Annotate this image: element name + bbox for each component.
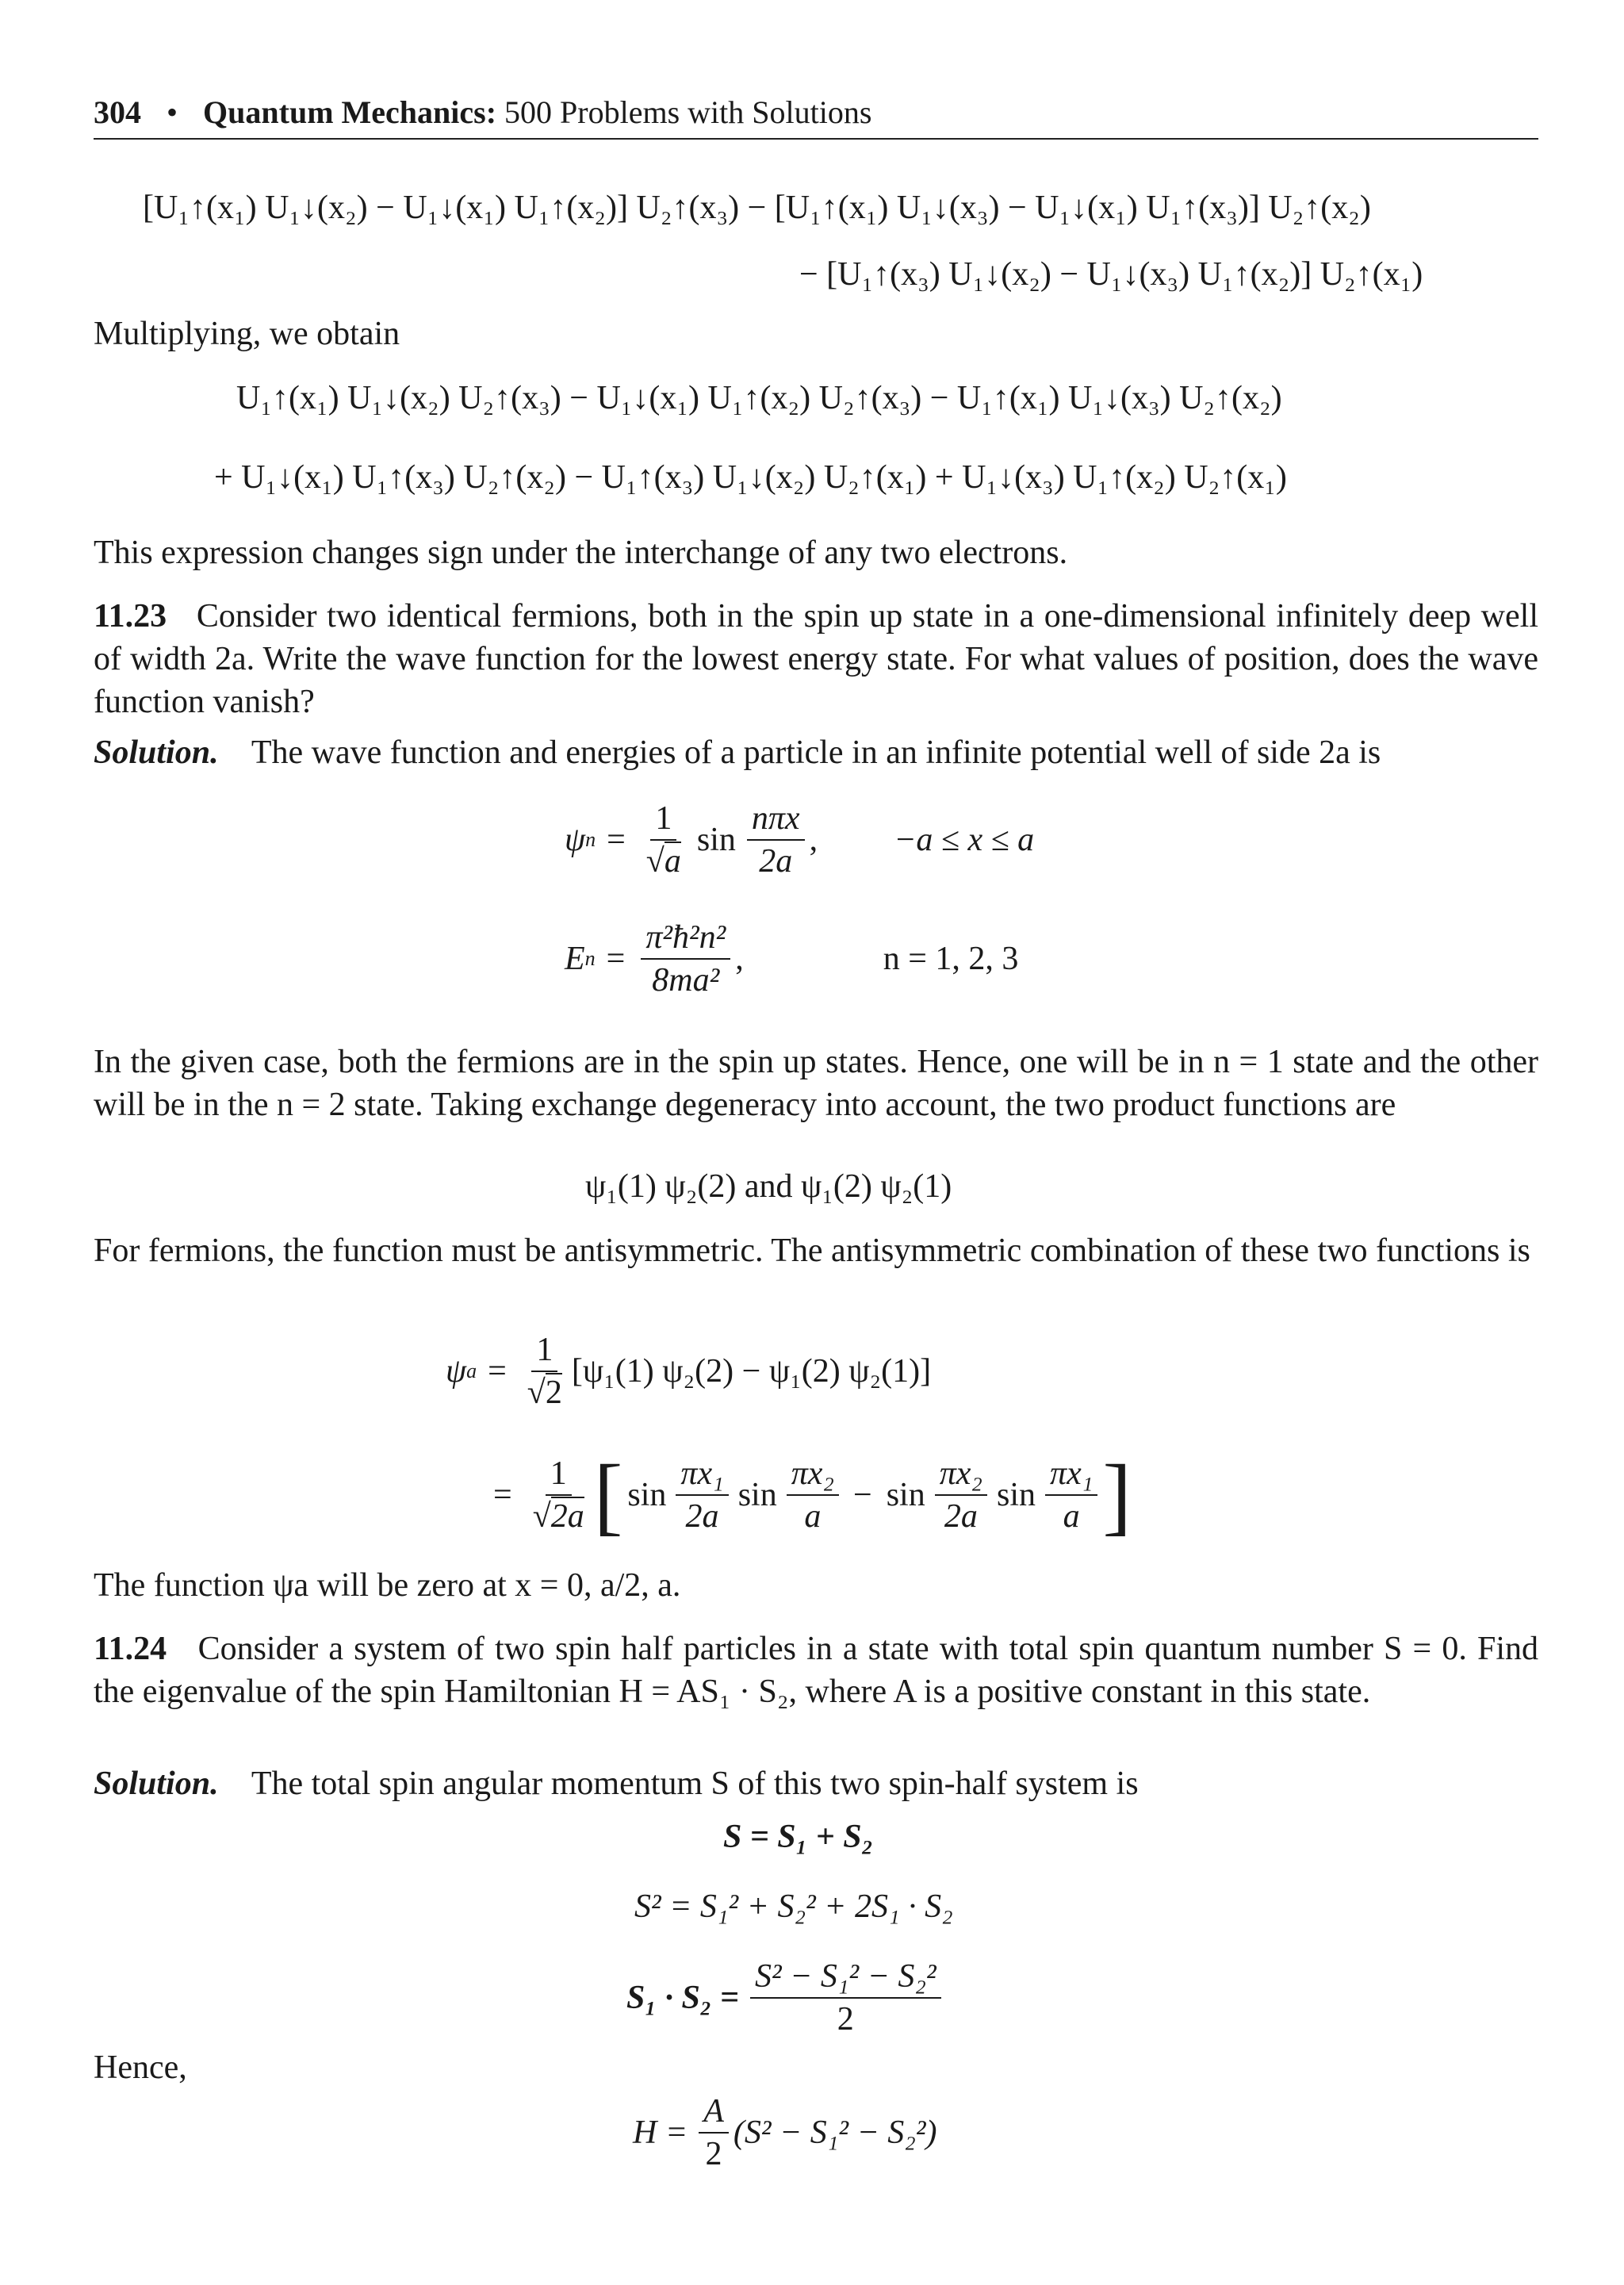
solution-label: Solution.: [94, 734, 219, 771]
equation-spin-squared: S² = S₁² + S₂² + 2S₁ · S₂: [634, 1888, 953, 1925]
multiplying-text: Multiplying, we obtain: [94, 316, 400, 352]
problem-number: 11.23: [94, 598, 167, 635]
equation-psi-a: ψ a = $\frac{1}{√2}$ [ψ₁(1) ψ₂(2) − ψ₁(2) ψ₂(1)]: [446, 1332, 932, 1412]
range-condition: −a ≤ x ≤ a: [894, 822, 1035, 859]
problem-text: Consider two identical fermions, both in the spin up state in a one-dimensional infinitely deep well of width 2a. Write the wave function for the lowest energy state. For what values of position, does the wave function vanish?: [94, 598, 1538, 720]
solution-1: [94, 731, 1538, 774]
equation-top-line-1: [U₁↑(x₁) U₁↓(x₂) − U₁↓(x₁) U₁↑(x₂)] U₂↑(x₃) − [U₁↑(x₁) U₁↓(x₃) − U₁↓(x₁) U₁↑(x₃)] U₂↑(x₂): [143, 190, 1371, 226]
equation-E-n: E n = $\frac{\text{π²ħ²n²}}{\text{8ma²}}$ , n = 1, 2, 3: [565, 919, 1019, 999]
equals: =: [607, 822, 626, 859]
sin-label: sin: [696, 822, 736, 859]
solution-2: [94, 1762, 1538, 1805]
page-number: 304: [94, 94, 141, 130]
hence-text: Hence,: [94, 2049, 187, 2086]
equation-total-spin: S = S₁ + S₂: [723, 1819, 874, 1855]
equation-mult-line-1: U₁↑(x₁) U₁↓(x₂) U₂↑(x₃) − U₁↓(x₁) U₁↑(x₂) U₂↑(x₃) − U₁↑(x₁) U₁↓(x₃) U₂↑(x₂): [236, 380, 1282, 416]
given-case-text: In the given case, both the fermions are in the spin up states. Hence, one will be in n = 1 state and the other will be in the n = 2 state. Taking exchange degeneracy into account, the two product functions are: [94, 1044, 1538, 1123]
equation-dot-product: S₁ · S₂ = $\frac{\text{S² − S₁² − S₂²}}{2}$: [626, 1959, 946, 2037]
book-subtitle: 500 Problems with Solutions: [504, 94, 872, 130]
psi-sub: n: [585, 828, 596, 852]
solution-text: The wave function and energies of a particle in an infinite potential well of side 2a is: [251, 734, 1381, 771]
sign-change-text: This expression changes sign under the interchange of any two electrons.: [94, 535, 1068, 571]
energy-symbol: E: [565, 941, 585, 978]
book-title: Quantum Mechanics:: [203, 94, 497, 130]
antisymmetric-bracket: [ψ₁(1) ψ₂(2) − ψ₁(2) ψ₂(1)]: [571, 1353, 932, 1390]
equation-psi-a-expanded: = $\frac{1}{√2a}$ [ sin $\frac{\text{πx₁}}{2a}$ sin $\frac{\text{πx₂}}{a}$ − sin $\frac{\text{πx₂}}{2a}$ sin $\frac{\text{πx₁}}{a}$ ]: [493, 1447, 1132, 1543]
problem-11-24: [94, 1627, 1538, 1713]
equation-hamiltonian: H = $\frac{A}{2}$ (S² − S₁² − S₂²): [633, 2093, 937, 2173]
equation-mult-line-2: + U₁↓(x₁) U₁↑(x₃) U₂↑(x₂) − U₁↑(x₃) U₁↓(x₂) U₂↑(x₁) + U₁↓(x₃) U₁↑(x₂) U₂↑(x₁): [214, 459, 1287, 496]
psi-symbol: ψ: [565, 822, 586, 859]
zero-points-text: The function ψa will be zero at x = 0, a/2, a.: [94, 1567, 681, 1604]
solution-label: Solution.: [94, 1766, 219, 1802]
fraction-argument: $\frac{\text{nπx}}{2a}$: [747, 801, 805, 879]
running-header: [94, 94, 871, 131]
fraction-normalization: $\frac{1}{√a}$: [645, 800, 681, 880]
header-bullet: •: [167, 94, 178, 130]
fraction-energy: $\frac{\text{π²ħ²n²}}{\text{8ma²}}$: [641, 920, 730, 998]
n-values: n = 1, 2, 3: [883, 941, 1019, 978]
problem-text: Consider a system of two spin half particles in a state with total spin quantum number S = 0. Find the eigenvalue of the spin Hamiltonian H = AS₁ · S₂, where A is a positive constant in this state.: [94, 1631, 1539, 1710]
problem-number: 11.24: [94, 1631, 167, 1667]
fermion-text: For fermions, the function must be antisymmetric. The antisymmetric combination of these two functions is: [94, 1233, 1530, 1269]
problem-11-23: [94, 595, 1538, 723]
solution-text: The total spin angular momentum S of this two spin-half system is: [251, 1766, 1139, 1802]
header-rule: [94, 138, 1538, 140]
fraction-normalization-2a: $\frac{1}{√2a}$: [532, 1455, 584, 1535]
left-bracket: [: [593, 1447, 623, 1543]
fraction-one-over-root-two: $\frac{1}{√2}$: [527, 1332, 562, 1412]
product-functions: ψ₁(1) ψ₂(2) and ψ₁(2) ψ₂(1): [585, 1168, 952, 1205]
equation-top-line-2: − [U₁↑(x₃) U₁↓(x₂) − U₁↓(x₃) U₁↑(x₂)] U₂↑(x₁): [799, 256, 1423, 293]
right-bracket: ]: [1102, 1447, 1132, 1543]
equation-psi-n: ψ n = $\frac{1}{√a}$ sin $\frac{\text{nπx}}{2a}$ , −a ≤ x ≤ a: [565, 800, 1035, 880]
